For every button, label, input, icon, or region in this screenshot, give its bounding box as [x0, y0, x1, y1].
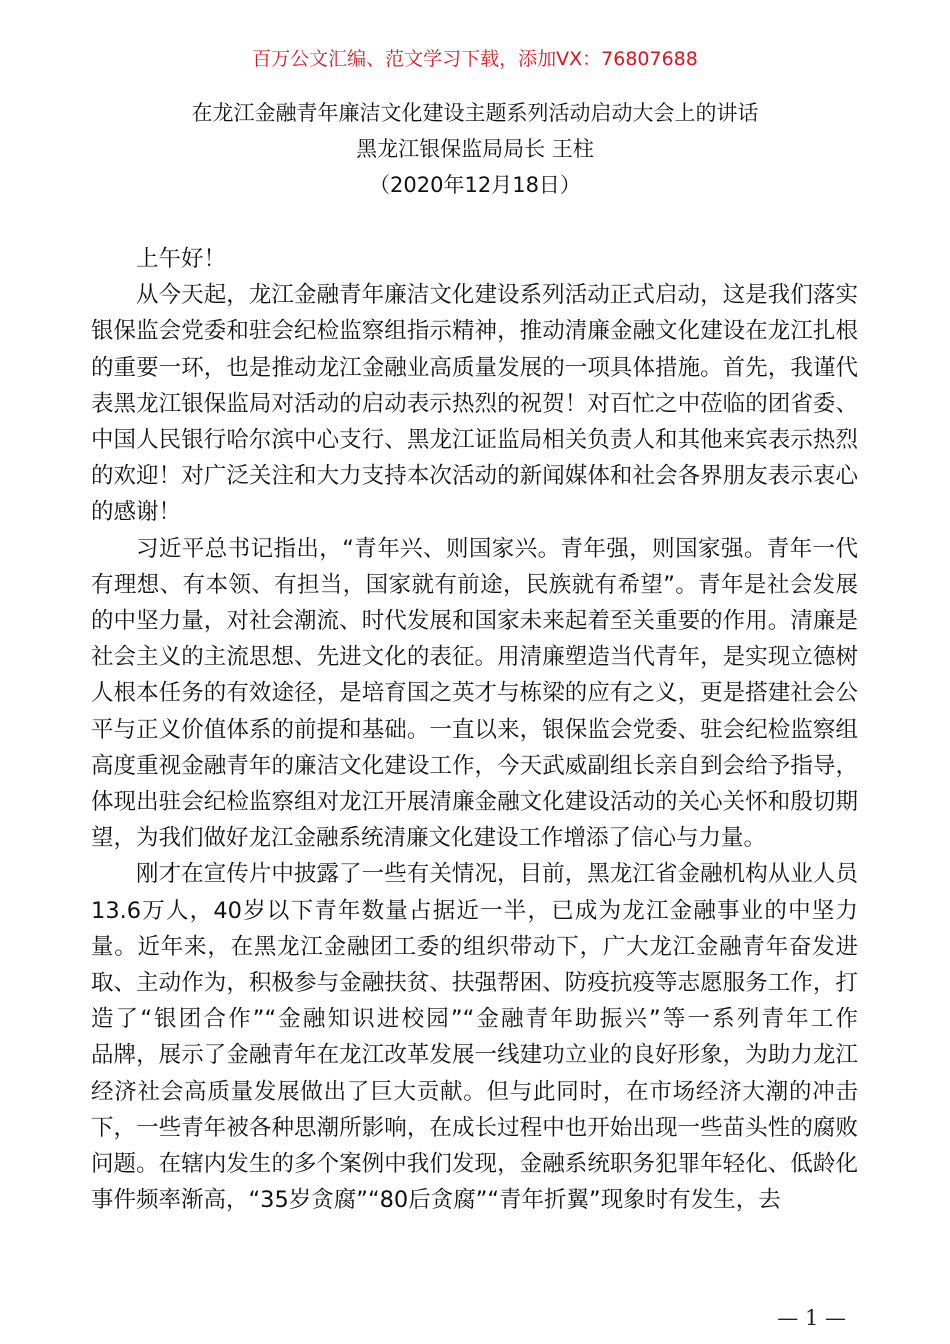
paragraph-line: 社会主义的主流思想、先进文化的表征。用清廉塑造当代青年，是实现立德树: [91, 644, 858, 671]
paragraph-line: 习近平总书记指出，“青年兴、则国家兴。青年强，则国家强。青年一代: [136, 535, 858, 562]
speech-title: 在龙江金融青年廉洁文化建设主题系列活动启动大会上的讲话: [191, 101, 759, 125]
speaker-line: 黑龙江银保监局局长 王柱: [356, 137, 594, 161]
paragraph-line: 经济社会高质量发展做出了巨大贡献。但与此同时，在市场经济大潮的冲击: [91, 1078, 858, 1105]
paragraph-line: 有理想、有本领、有担当，国家就有前途，民族就有希望”。青年是社会发展: [91, 571, 858, 598]
paragraph-line: 的感谢！: [91, 499, 182, 526]
paragraph-line: 平与正义价值体系的前提和基础。一直以来，银保监会党委、驻会纪检监察组: [91, 716, 858, 743]
paragraph-container: [91, 277, 858, 1218]
speech-body: [91, 241, 858, 1218]
paragraph-line: 体现出驻会纪检监察组对龙江开展清廉金融文化建设活动的关心关怀和殷切期: [91, 789, 858, 816]
download-banner: 百万公文汇编、范文学习下载，添加VX：76807688: [252, 48, 698, 70]
paragraph-line: 的中坚力量，对社会潮流、时代发展和国家未来起着至关重要的作用。清廉是: [91, 608, 858, 635]
body-paragraph: [91, 277, 858, 530]
paragraph-line: 高度重视金融青年的廉洁文化建设工作，今天武威副组长亲自到会给予指导，: [91, 752, 858, 779]
speech-date: （2020年12月18日）: [369, 173, 581, 197]
paragraph-line: 13.6万人，40岁以下青年数量占据近一半，已成为龙江金融事业的中坚力: [91, 897, 858, 924]
paragraph-line: 中国人民银行哈尔滨中心支行、黑龙江证监局相关负责人和其他来宾表示热烈: [91, 427, 858, 454]
paragraph-line: 品牌，展示了金融青年在龙江改革发展一线建功立业的良好形象，为助力龙江: [91, 1042, 858, 1069]
paragraph-line: 问题。在辖内发生的多个案例中我们发现，金融系统职务犯罪年轻化、低龄化: [91, 1151, 858, 1178]
paragraph-line: 表黑龙江银保监局对活动的启动表示热烈的祝贺！对百忙之中莅临的团省委、: [91, 390, 858, 417]
paragraph-line: 望，为我们做好龙江金融系统清廉文化建设工作增添了信心与力量。: [91, 825, 767, 852]
paragraph-line: 的重要一环，也是推动龙江金融业高质量发展的一项具体措施。首先，我谨代: [91, 354, 858, 381]
body-paragraph: [91, 531, 858, 857]
paragraph-line: 造了“银团合作”“金融知识进校园”“金融青年助振兴”等一系列青年工作: [91, 1006, 858, 1033]
paragraph-line: 取、主动作为，积极参与金融扶贫、扶强帮困、防疫抗疫等志愿服务工作，打: [91, 970, 858, 997]
paragraph-line: 刚才在宣传片中披露了一些有关情况，目前，黑龙江省金融机构从业人员: [136, 861, 858, 888]
page-number: — 1 —: [777, 1306, 846, 1330]
paragraph-line: 量。近年来，在黑龙江金融团工委的组织带动下，广大龙江金融青年奋发进: [91, 933, 858, 960]
paragraph-line: 事件频率渐高，“35岁贪腐”“80后贪腐”“青年折翼”现象时有发生，去: [91, 1187, 781, 1214]
body-paragraph: [91, 856, 858, 1218]
greeting: 上午好！: [136, 246, 227, 272]
paragraph-line: 下，一些青年被各种思潮所影响，在成长过程中也开始出现一些苗头性的腐败: [91, 1114, 858, 1141]
paragraph-line: 的欢迎！对广泛关注和大力支持本次活动的新闻媒体和社会各界朋友表示衷心: [91, 463, 858, 490]
paragraph-line: 银保监会党委和驻会纪检监察组指示精神，推动清廉金融文化建设在龙江扎根: [91, 318, 858, 345]
document-header: [0, 95, 950, 203]
paragraph-line: 从今天起，龙江金融青年廉洁文化建设系列活动正式启动，这是我们落实: [136, 282, 858, 309]
paragraph-line: 人根本任务的有效途径，是培育国之英才与栋梁的应有之义，更是搭建社会公: [91, 680, 858, 707]
page-footer: [0, 1303, 950, 1333]
